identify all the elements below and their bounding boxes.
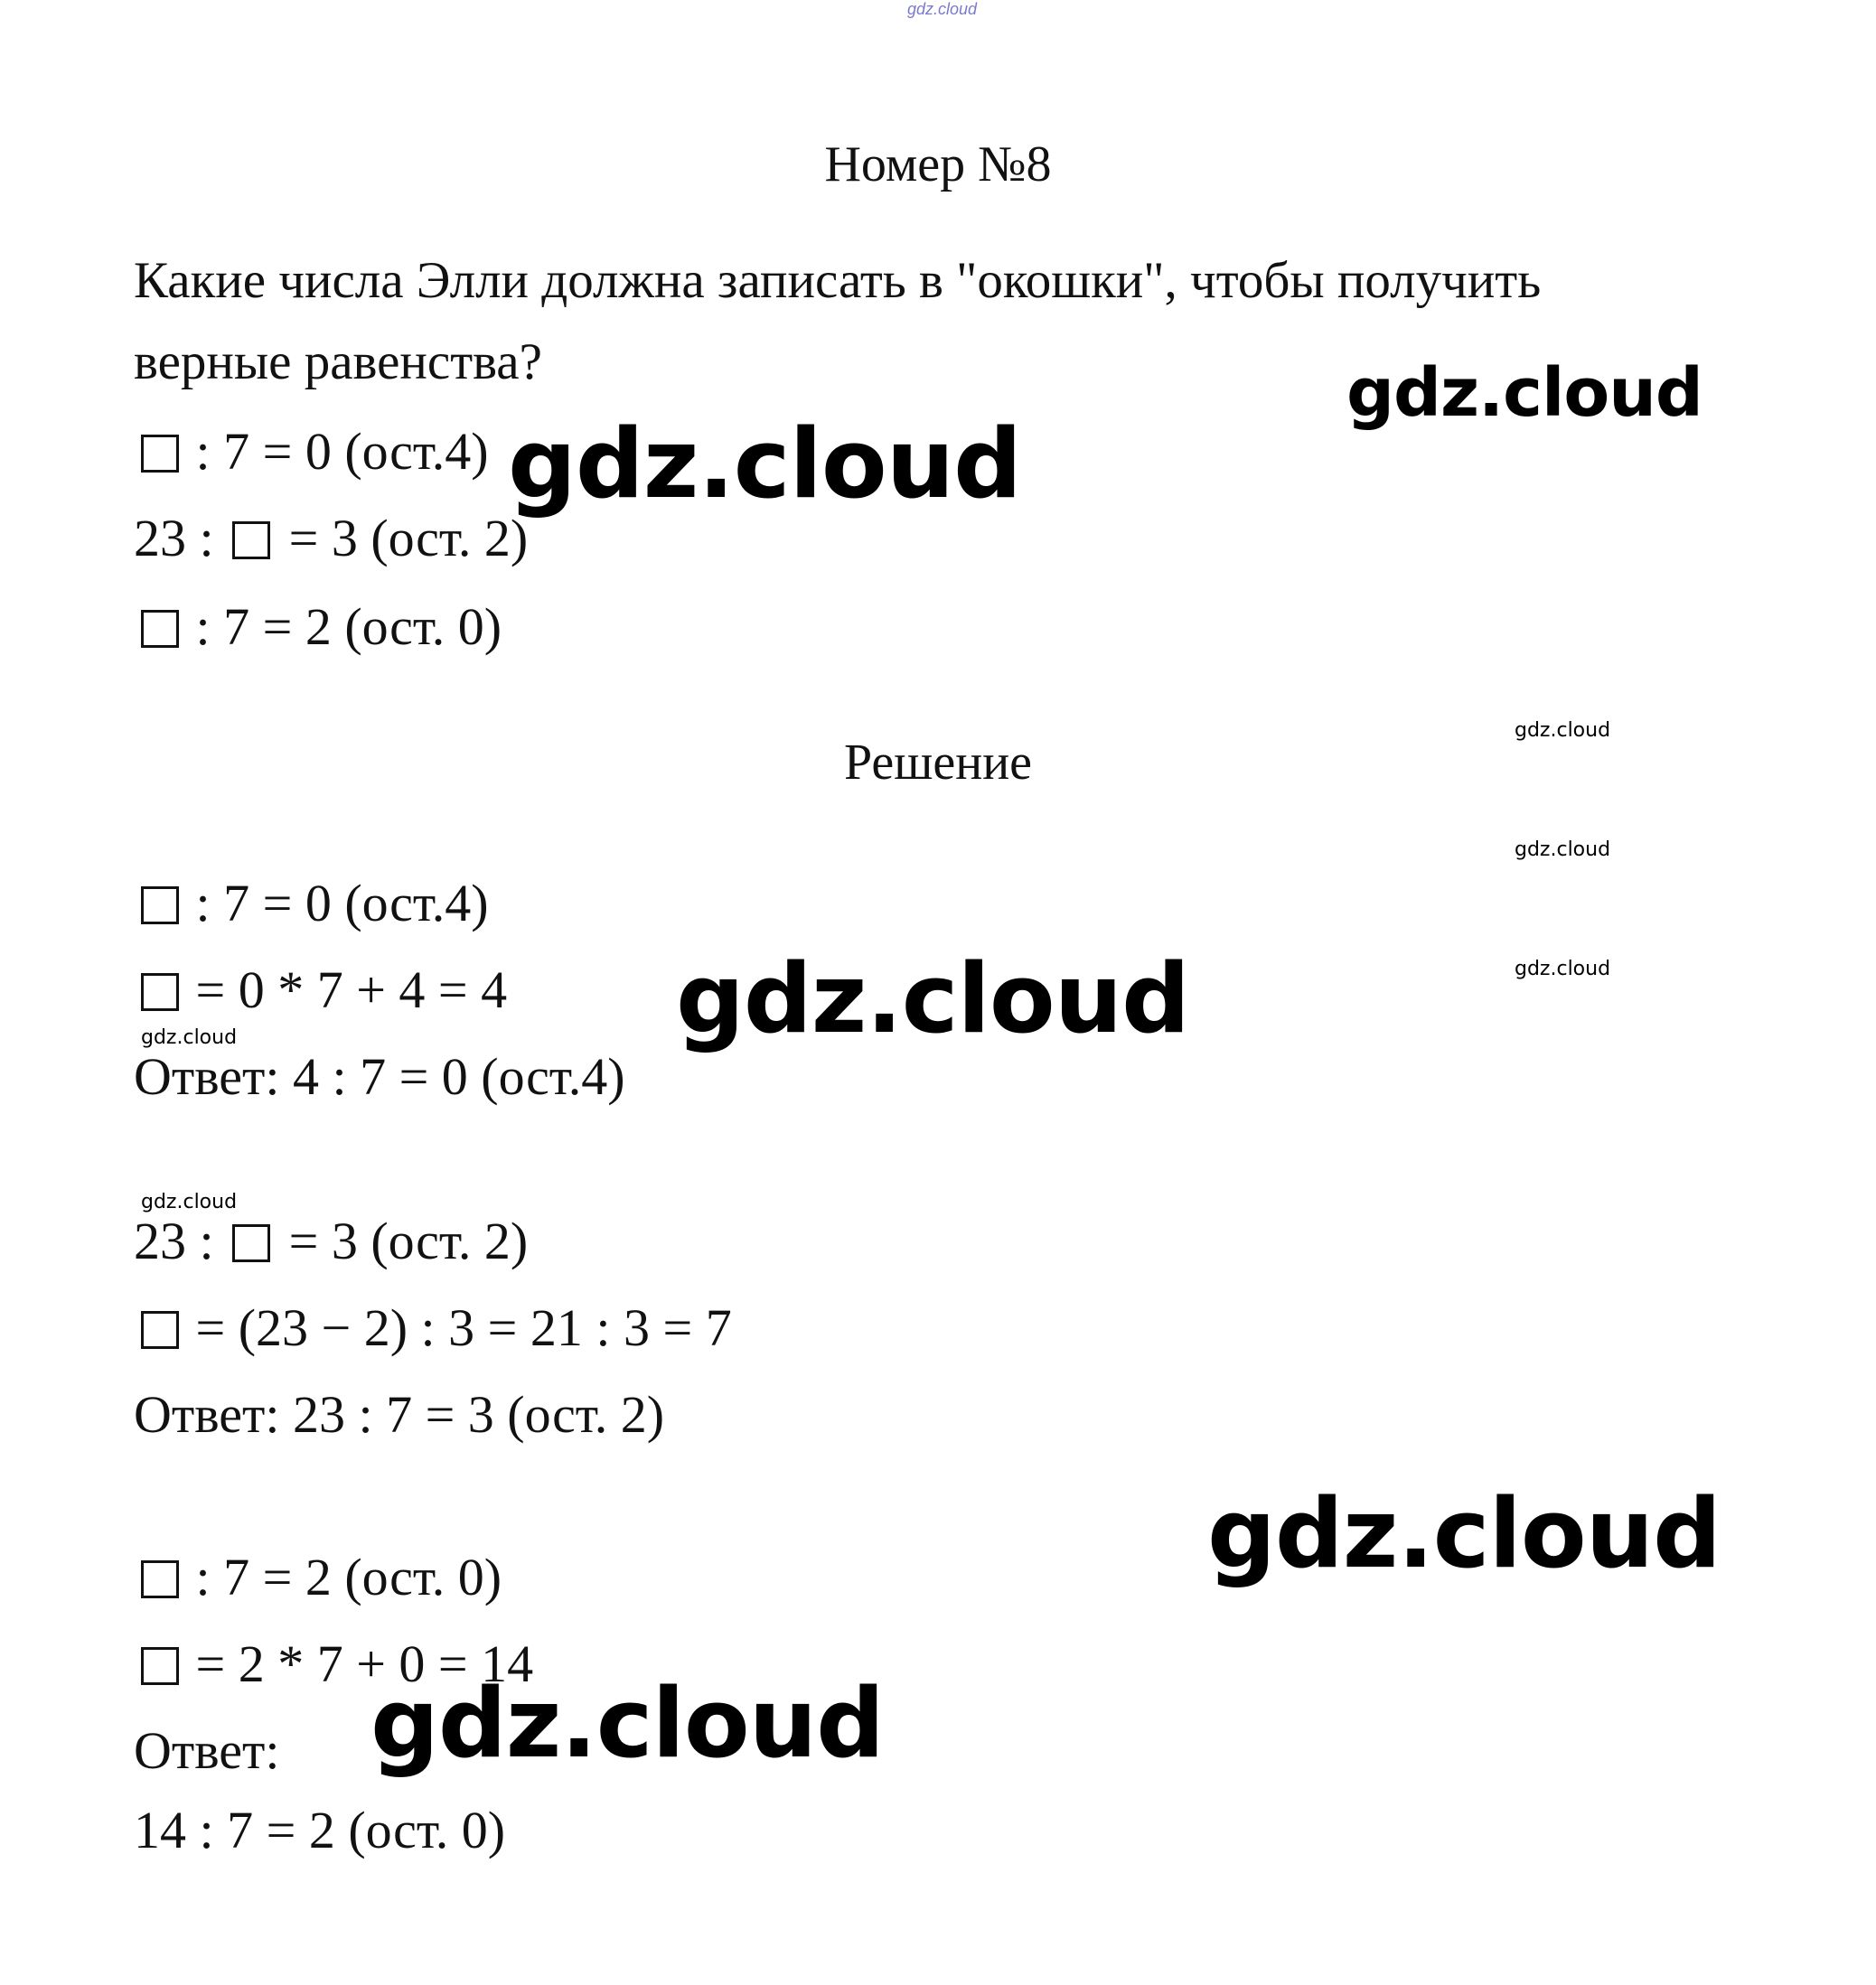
solution-3-equation-text: : 7 = 2 (ост. 0) — [183, 1548, 502, 1606]
solution-1-equation-text: : 7 = 0 (ост.4) — [183, 874, 489, 932]
answer-box — [141, 1647, 179, 1685]
solution-2-answer: Ответ: 23 : 7 = 3 (ост. 2) — [134, 1385, 665, 1444]
watermark: gdz.cloud — [1515, 719, 1611, 742]
watermark: gdz.cloud — [508, 408, 1022, 520]
solution-3-equation — [134, 1547, 502, 1607]
watermark: gdz.cloud — [676, 943, 1190, 1054]
solution-3-answer-label: Ответ: — [134, 1721, 280, 1780]
solution-2-right: = 3 (ост. 2) — [276, 1212, 529, 1270]
answer-box — [141, 435, 179, 473]
answer-box — [232, 1224, 270, 1262]
solution-1-calc — [134, 960, 507, 1020]
solution-1-equation — [134, 873, 489, 933]
solution-2-left: 23 : — [134, 1212, 228, 1270]
problem-2 — [134, 508, 528, 568]
solution-2-calc-text: = (23 − 2) : 3 = 21 : 3 = 7 — [183, 1298, 732, 1357]
solution-1-calc-text: = 0 * 7 + 4 = 4 — [183, 960, 508, 1019]
solution-3-calc-text: = 2 * 7 + 0 = 14 — [183, 1634, 534, 1693]
solution-heading: Решение — [843, 735, 1033, 791]
task-line-1: Какие числа Элли должна записать в "окошки", чтобы получить — [134, 252, 1542, 309]
problem-2-right: = 3 (ост. 2) — [276, 509, 529, 567]
page-title: Номер №8 — [824, 136, 1052, 192]
watermark: gdz.cloud — [1346, 354, 1702, 432]
problem-2-left: 23 : — [134, 509, 228, 567]
watermark-top: gdz.cloud — [907, 0, 978, 18]
watermark: gdz.cloud — [141, 1191, 238, 1213]
solution-2-calc — [134, 1297, 732, 1358]
watermark: gdz.cloud — [1515, 838, 1611, 861]
problem-1 — [134, 421, 489, 482]
task-line-2: верные равенства? — [134, 333, 542, 390]
watermark: gdz.cloud — [371, 1668, 885, 1779]
solution-1-answer: Ответ: 4 : 7 = 0 (ост.4) — [134, 1047, 625, 1106]
watermark: gdz.cloud — [1207, 1478, 1721, 1589]
problem-3 — [134, 596, 502, 657]
answer-box — [141, 886, 179, 924]
answer-box — [141, 1311, 179, 1349]
watermark: gdz.cloud — [141, 1026, 238, 1049]
answer-box — [232, 521, 270, 559]
answer-box — [141, 973, 179, 1011]
answer-box — [141, 610, 179, 648]
problem-3-text: : 7 = 2 (ост. 0) — [183, 597, 502, 656]
watermark: gdz.cloud — [1515, 958, 1611, 980]
solution-2-equation — [134, 1211, 528, 1271]
solution-3-answer: 14 : 7 = 2 (ост. 0) — [134, 1801, 506, 1859]
problem-1-text: : 7 = 0 (ост.4) — [183, 422, 489, 481]
answer-box — [141, 1560, 179, 1598]
